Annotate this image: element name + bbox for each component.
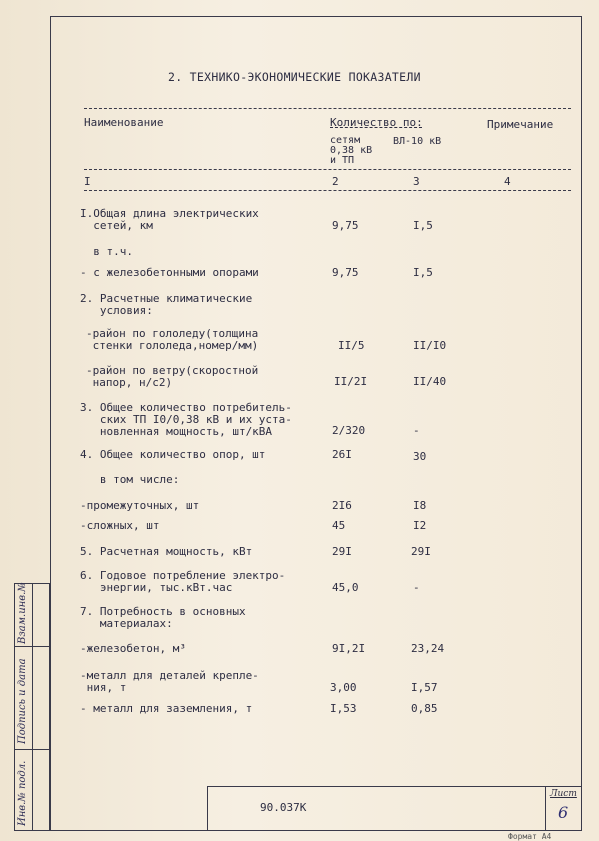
header-num-4: 4	[504, 175, 511, 188]
stamp-row-divider	[15, 646, 49, 647]
row-name: 2. Расчетные климатические условия:	[80, 292, 253, 317]
stamp-inv-podl: Инв.№ подл.	[17, 760, 28, 826]
row-name: I.Общая длина электрических сетей, км	[80, 207, 259, 232]
sheet-number: 6	[558, 803, 569, 822]
row-name: -железобетон, м³	[80, 642, 186, 655]
row-value-vl10: I2	[413, 519, 427, 532]
row-name: 7. Потребность в основных материалах:	[80, 605, 246, 630]
row-value-vl10: I,57	[411, 681, 438, 694]
row-value-vl10: I8	[413, 499, 427, 512]
row-name: 3. Общее количество потребитель- ских ТП I0/0,38 кВ и их уста- новленная мощность, шт/кВА	[80, 401, 292, 438]
row-value-networks: 2/320	[332, 424, 366, 437]
row-value-vl10: -	[413, 424, 420, 437]
stamp-vzam-inv: Взам.инв.№	[17, 582, 28, 644]
row-value-networks: 26I	[332, 448, 352, 461]
row-value-vl10: I,5	[413, 266, 433, 279]
row-name: -промежуточных, шт	[80, 499, 200, 512]
row-name: -металл для деталей крепле- ния, т	[80, 669, 259, 694]
header-mid-rule	[84, 169, 571, 170]
row-value-networks: 29I	[332, 545, 352, 558]
title-block	[207, 786, 582, 831]
row-value-vl10: I,5	[413, 219, 433, 232]
header-col-networks: сетям 0,38 кВ и ТП	[330, 135, 373, 166]
row-value-networks: 3,00	[330, 681, 357, 694]
row-name: в том числе:	[80, 473, 180, 486]
row-name: 4. Общее количество опор, шт	[80, 448, 266, 461]
row-value-networks: 9,75	[332, 266, 359, 279]
stamp-row-divider	[15, 749, 49, 750]
document-code: 90.037К	[260, 801, 307, 814]
header-num-1: I	[84, 175, 91, 188]
row-name: - металл для заземления, т	[80, 702, 253, 715]
row-name: 6. Годовое потребление электро- энергии, тыс.кВт.час	[80, 569, 286, 594]
header-name: Наименование	[84, 116, 164, 129]
format-label: Формат А4	[508, 832, 552, 841]
row-value-networks: II/5	[338, 339, 365, 352]
row-name: в т.ч.	[80, 245, 133, 258]
header-num-3: 3	[413, 175, 420, 188]
row-name: 5. Расчетная мощность, кВт	[80, 545, 253, 558]
row-value-vl10: 23,24	[411, 642, 445, 655]
sheet-label: Лист	[550, 789, 577, 799]
row-value-vl10: 30	[413, 450, 427, 463]
row-value-networks: II/2I	[334, 375, 368, 388]
stamp-podpis-data: Подпись и дата	[17, 658, 28, 744]
row-value-vl10: 0,85	[411, 702, 438, 715]
side-stamp	[14, 583, 50, 831]
row-name: - с железобетонными опорами	[80, 266, 259, 279]
row-name: -район по ветру(скоростной напор, н/с2)	[86, 364, 259, 389]
row-value-networks: 45,0	[332, 581, 359, 594]
row-name: -сложных, шт	[80, 519, 160, 532]
header-top-rule	[84, 108, 571, 109]
row-value-vl10: -	[413, 581, 420, 594]
row-value-networks: I,53	[330, 702, 357, 715]
row-value-vl10: II/I0	[413, 339, 447, 352]
row-value-networks: 2I6	[332, 499, 352, 512]
header-note: Примечание	[487, 118, 554, 131]
row-value-networks: 9I,2I	[332, 642, 366, 655]
row-name: -район по гололеду(толщина стенки гололеда,номер/мм)	[86, 327, 259, 352]
header-bottom-rule	[84, 190, 571, 191]
sheet-box	[545, 787, 582, 831]
row-value-networks: 45	[332, 519, 346, 532]
page-title: 2. ТЕХНИКО-ЭКОНОМИЧЕСКИЕ ПОКАЗАТЕЛИ	[168, 70, 421, 84]
row-value-vl10: 29I	[411, 545, 431, 558]
row-value-vl10: II/40	[413, 375, 447, 388]
header-quantity: Количество по:	[330, 116, 423, 129]
header-num-2: 2	[332, 175, 339, 188]
row-value-networks: 9,75	[332, 219, 359, 232]
header-col-vl10: ВЛ-10 кВ	[393, 136, 442, 147]
